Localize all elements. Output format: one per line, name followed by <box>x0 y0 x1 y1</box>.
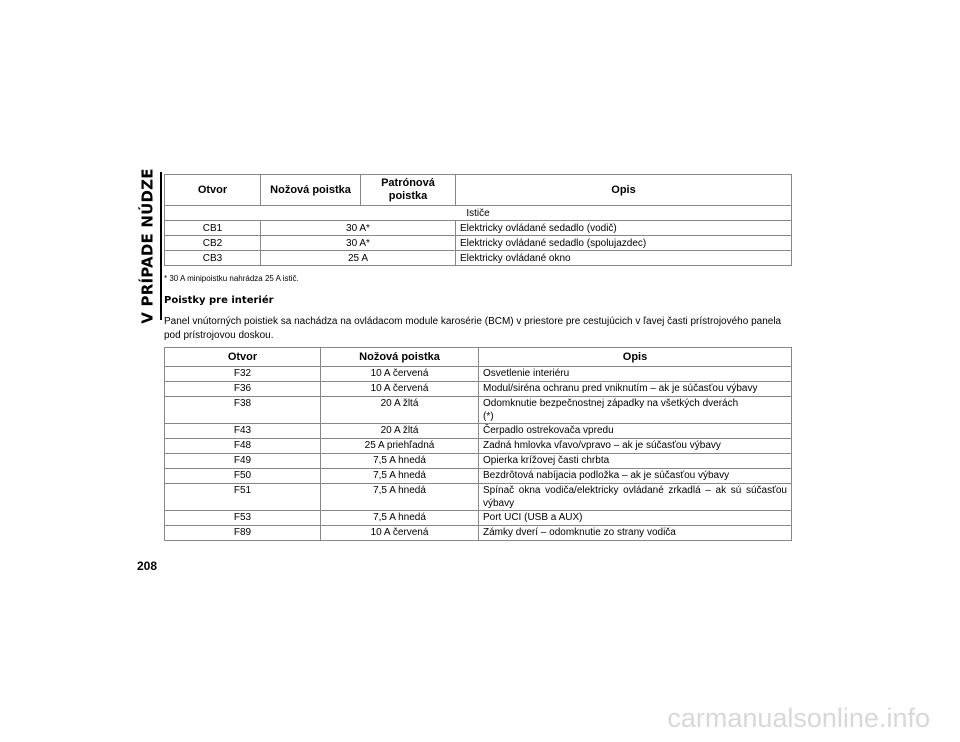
cell-slot: F32 <box>165 367 321 382</box>
cell-description: Čerpadlo ostrekovača vpredu <box>479 424 792 439</box>
header-description: Opis <box>479 348 792 367</box>
footnote: * 30 A minipoistku nahrádza 25 A istič. <box>164 274 299 283</box>
cell-description: Elektricky ovládané sedadlo (spolujazdec) <box>456 236 792 251</box>
cell-slot: F49 <box>165 454 321 469</box>
cell-description: Modul/siréna ochranu pred vniknutím – ak je súčasťou výbavy <box>479 382 792 397</box>
header-description: Opis <box>456 175 792 206</box>
cell-slot: F48 <box>165 439 321 454</box>
header-slot: Otvor <box>165 348 321 367</box>
table-row <box>165 367 792 382</box>
table-row <box>165 221 792 236</box>
cell-slot: CB2 <box>165 236 261 251</box>
cell-slot: F38 <box>165 397 321 424</box>
cell-fuse: 10 A červená <box>321 382 479 397</box>
header-blade-fuse: Nožová poistka <box>261 175 361 206</box>
interior-fuse-table <box>164 347 792 541</box>
cell-slot: F89 <box>165 526 321 541</box>
table-row <box>165 469 792 484</box>
page-number: 208 <box>137 559 158 573</box>
cell-fuse: 30 A* <box>261 221 456 236</box>
table-row <box>165 439 792 454</box>
subheading: Poistky pre interiér <box>164 295 274 306</box>
cell-description: Zadná hmlovka vľavo/vpravo – ak je súčasťou výbavy <box>479 439 792 454</box>
cell-slot: F36 <box>165 382 321 397</box>
cell-description: Port UCI (USB a AUX) <box>479 511 792 526</box>
cell-slot: CB3 <box>165 251 261 266</box>
cell-fuse: 10 A červená <box>321 526 479 541</box>
watermark: carmanualsonline.info <box>667 703 930 733</box>
table-row <box>165 236 792 251</box>
table-header-row <box>165 348 792 367</box>
table-row <box>165 424 792 439</box>
cell-slot: F50 <box>165 469 321 484</box>
section-divider <box>160 172 162 320</box>
cell-fuse: 20 A žltá <box>321 397 479 424</box>
cell-description: Elektricky ovládané sedadlo (vodič) <box>456 221 792 236</box>
table-row <box>165 454 792 469</box>
cell-slot: F51 <box>165 484 321 511</box>
circuit-breaker-table <box>164 174 792 266</box>
cell-fuse: 7,5 A hnedá <box>321 469 479 484</box>
table-row <box>165 251 792 266</box>
group-row <box>165 206 792 221</box>
table-row <box>165 382 792 397</box>
cell-description: Opierka krížovej časti chrbta <box>479 454 792 469</box>
header-slot: Otvor <box>165 175 261 206</box>
cell-slot: F43 <box>165 424 321 439</box>
cell-fuse: 30 A* <box>261 236 456 251</box>
cell-slot: CB1 <box>165 221 261 236</box>
table-row <box>165 484 792 511</box>
table-row <box>165 397 792 424</box>
table-row <box>165 511 792 526</box>
cell-fuse: 20 A žltá <box>321 424 479 439</box>
section-title: V PRÍPADE NÚDZE <box>139 168 158 324</box>
cell-description: Zámky dverí – odomknutie zo strany vodiča <box>479 526 792 541</box>
cell-description: Odomknutie bezpečnostnej západky na všetkých dverách (*) <box>479 397 792 424</box>
table-row <box>165 526 792 541</box>
group-label: Ističe <box>165 206 792 221</box>
cell-description: Osvetlenie interiéru <box>479 367 792 382</box>
cell-description: Spínač okna vodiča/elektricky ovládané zrkadlá – ak sú súčasťou výbavy <box>479 484 792 511</box>
cell-fuse: 7,5 A hnedá <box>321 454 479 469</box>
body-paragraph: Panel vnútorných poistiek sa nachádza na ovládacom module karosérie (BCM) v priestore pre cestujúcich v ľavej časti prístrojového panela pod prístrojovou doskou. <box>164 316 782 341</box>
cell-fuse: 7,5 A hnedá <box>321 484 479 511</box>
table-header-row <box>165 175 792 206</box>
cell-fuse: 25 A priehľadná <box>321 439 479 454</box>
cell-fuse: 7,5 A hnedá <box>321 511 479 526</box>
cell-description: Bezdrôtová nabíjacia podložka – ak je súčasťou výbavy <box>479 469 792 484</box>
cell-slot: F53 <box>165 511 321 526</box>
header-blade-fuse: Nožová poistka <box>321 348 479 367</box>
cell-description: Elektricky ovládané okno <box>456 251 792 266</box>
cell-fuse: 25 A <box>261 251 456 266</box>
header-cartridge-fuse: Patrónová poistka <box>361 175 456 206</box>
cell-fuse: 10 A červená <box>321 367 479 382</box>
